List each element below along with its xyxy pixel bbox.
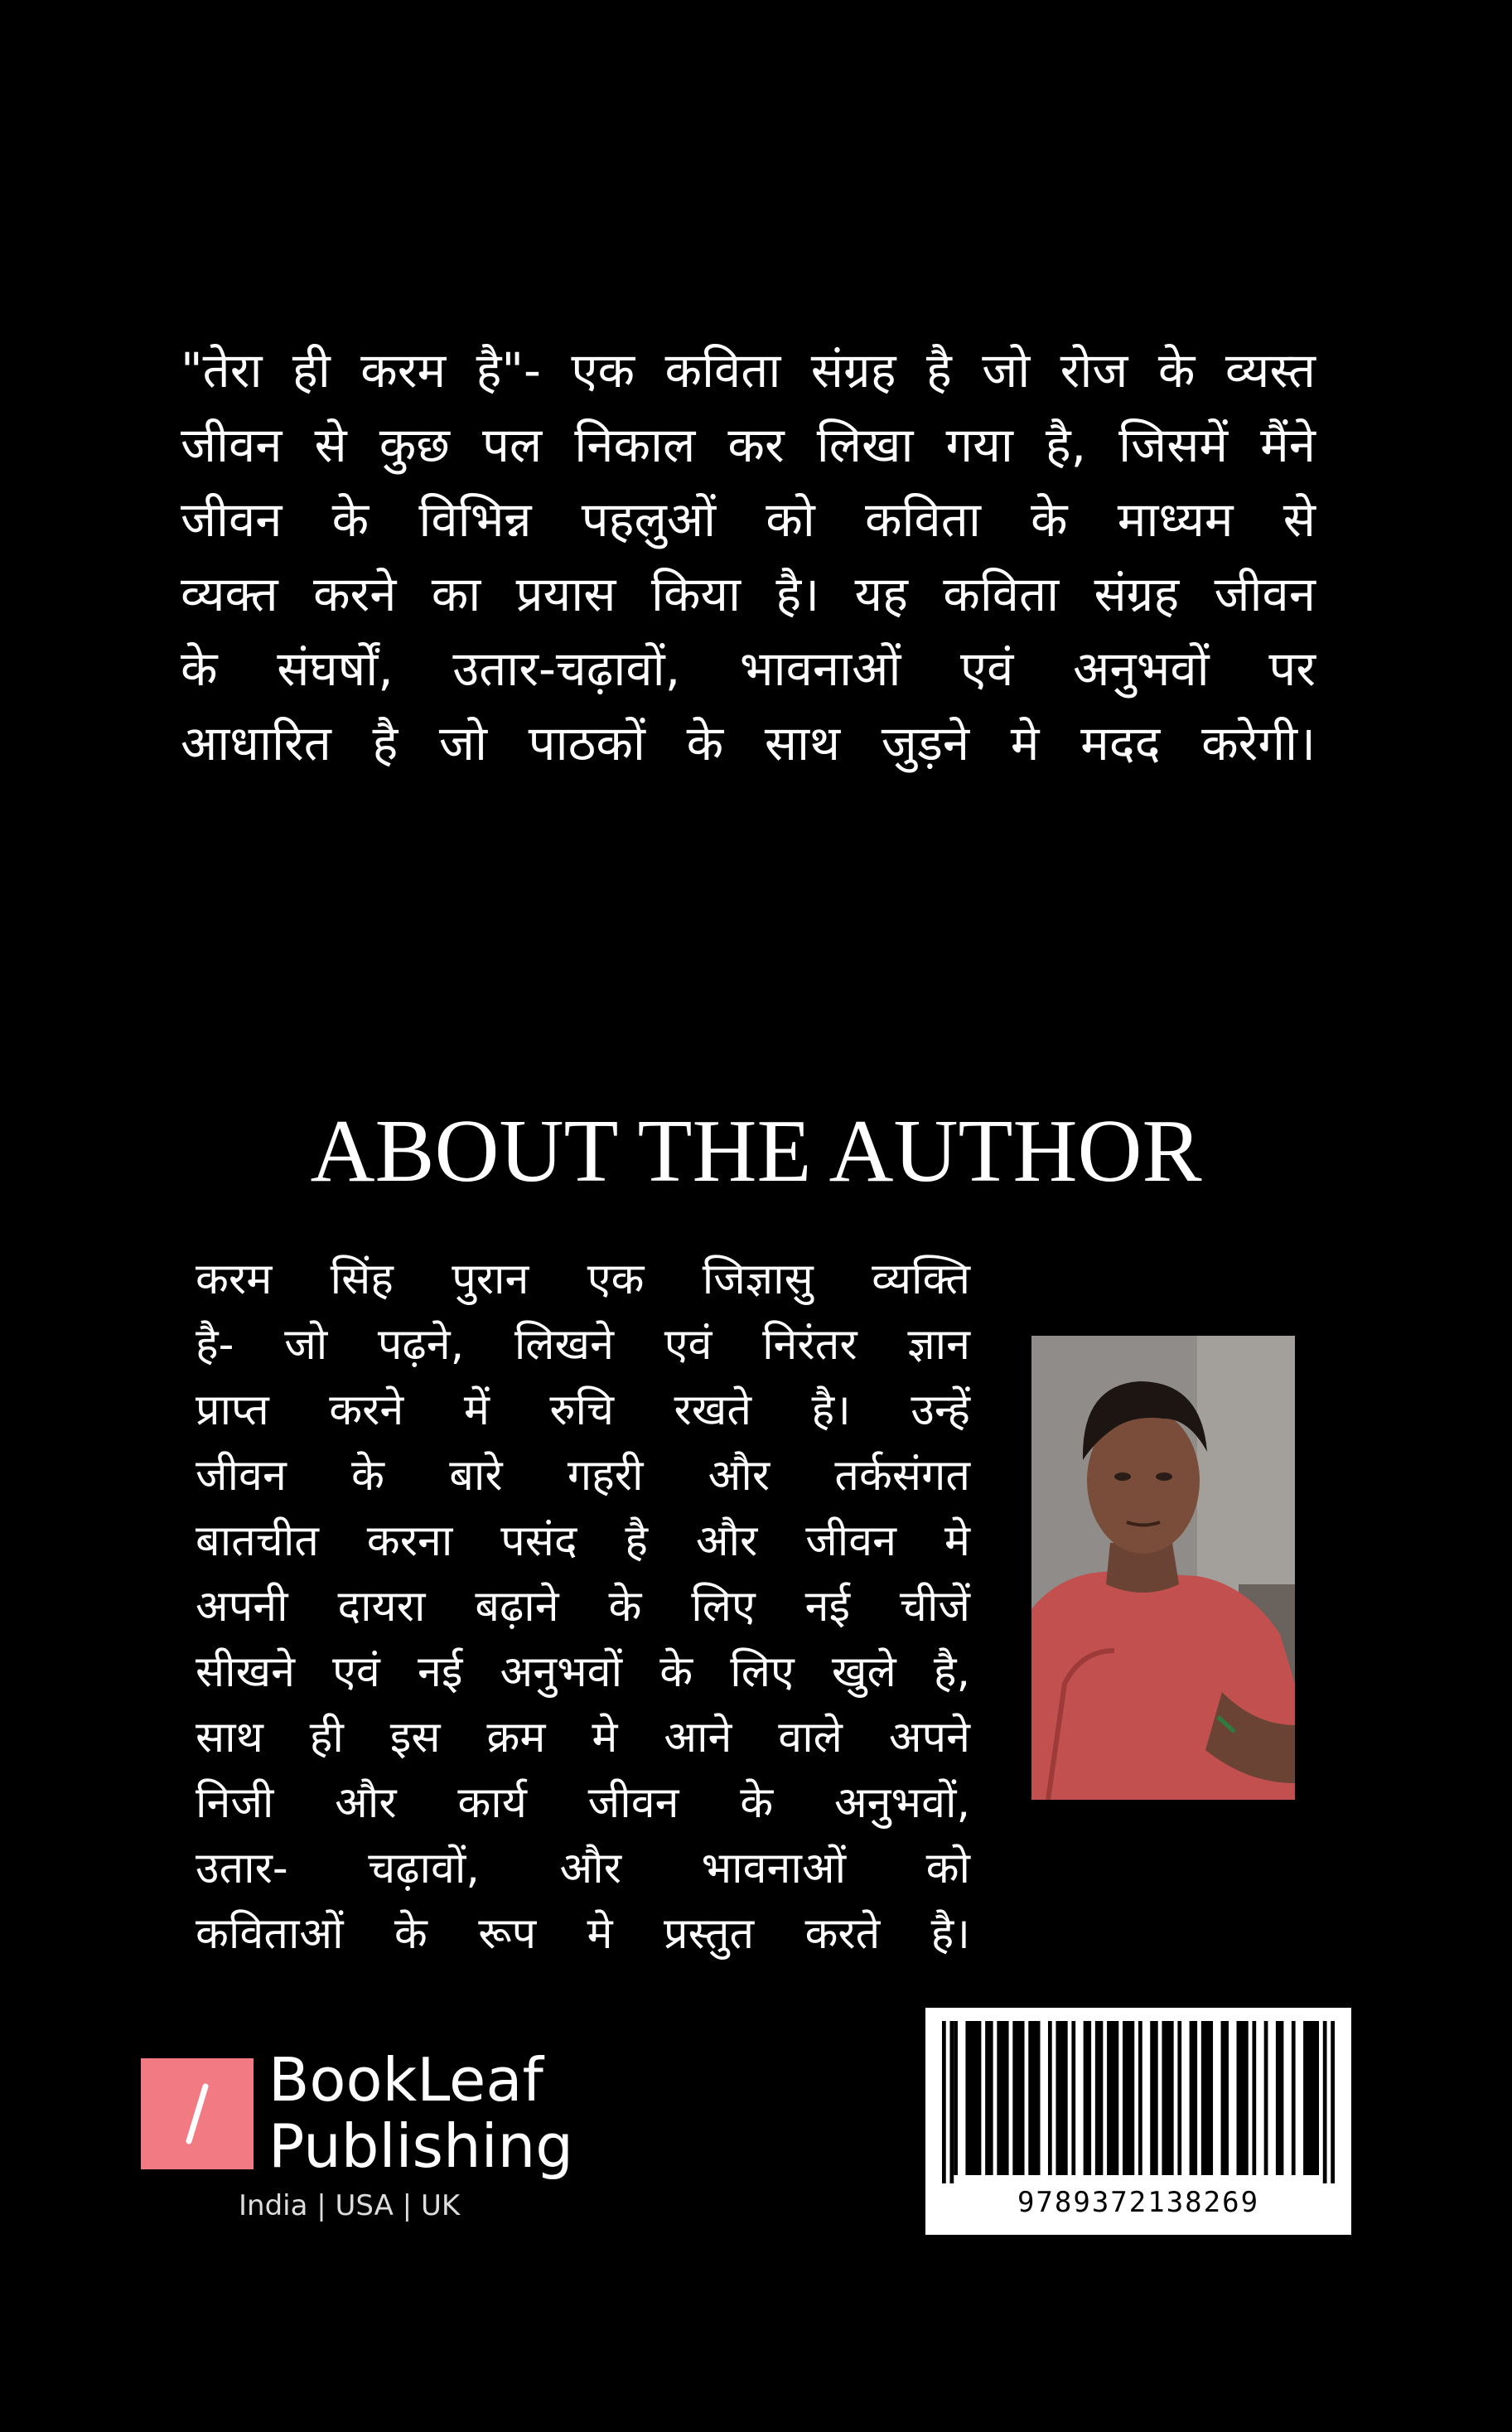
bio-line: उतार- चढ़ावों, और भावनाओं को	[196, 1844, 970, 1893]
isbn-barcode	[925, 2008, 1351, 2235]
barcode-bar	[1123, 2021, 1134, 2175]
barcode-bar	[1056, 2021, 1067, 2175]
barcode-bar	[954, 2021, 958, 2175]
barcode-bar	[997, 2021, 1008, 2175]
barcode-bar	[965, 2021, 981, 2175]
barcode-bar	[1237, 2021, 1249, 2175]
barcode-bar	[1221, 2021, 1229, 2175]
barcode-bar	[1071, 2021, 1075, 2175]
barcode-bar	[1292, 2021, 1296, 2175]
bio-line: साथ ही इस क्रम मे आने वाले अपने	[196, 1713, 970, 1762]
barcode-bars	[942, 2021, 1335, 2183]
bio-line: जीवन के बारे गहरी और तर्कसंगत	[196, 1451, 970, 1501]
barcode-bar	[1177, 2021, 1181, 2175]
barcode-bar	[1048, 2021, 1052, 2175]
bio-line: करम सिंह पुरान एक जिज्ञासु व्यक्ति	[196, 1255, 970, 1304]
barcode-bar	[1162, 2021, 1173, 2175]
bio-line: प्राप्त करने में रुचि रखते है। उन्हें	[196, 1385, 970, 1435]
book-blurb	[181, 333, 1316, 781]
barcode-bar	[1084, 2021, 1091, 2175]
bio-line: निजी और कार्य जीवन के अनुभवों,	[196, 1778, 970, 1828]
publisher-name-line2: Publishing	[268, 2111, 573, 2181]
barcode-bar	[1138, 2021, 1142, 2175]
barcode-bar	[1150, 2021, 1157, 2175]
blurb-line: जीवन के विभिन्न पहलुओं को कविता के माध्यम से	[181, 491, 1316, 548]
barcode-bar	[1190, 2021, 1197, 2175]
blurb-line: के संघर्षों, उतार-चढ़ावों, भावनाओं एवं अनुभवों पर	[181, 641, 1316, 697]
barcode-bar	[1107, 2021, 1118, 2175]
barcode-bar	[1276, 2021, 1283, 2175]
publisher-regions: India | USA | UK	[239, 2189, 461, 2222]
bio-line: अपनी दायरा बढ़ाने के लिए नई चीजें	[196, 1582, 970, 1632]
isbn-number: 9789372138269	[1017, 2186, 1260, 2219]
barcode-bar	[949, 2021, 954, 2183]
barcode-bar	[1028, 2021, 1040, 2175]
bio-line: सीखने एवं नई अनुभवों के लिए खुले है,	[196, 1647, 970, 1697]
slash-icon	[141, 2058, 254, 2169]
author-photo	[1031, 1336, 1295, 1800]
author-bio	[196, 1247, 970, 1967]
barcode-bar	[1323, 2021, 1327, 2183]
barcode-bar	[1331, 2021, 1335, 2183]
publisher-name	[268, 2047, 573, 2179]
bio-line: कविताओं के रूप मे प्रस्तुत करते है।	[196, 1909, 970, 1959]
barcode-bar	[1303, 2021, 1319, 2175]
barcode-bar	[942, 2021, 946, 2183]
blurb-line: आधारित है जो पाठकों के साथ जुड़ने मे मदद करेगी।	[181, 715, 1316, 771]
bio-line: बातचीत करना पसंद है और जीवन मे	[196, 1516, 970, 1566]
barcode-bar	[1201, 2021, 1213, 2175]
about-author-heading: ABOUT THE AUTHOR	[310, 1102, 1202, 1201]
barcode-bar	[1095, 2021, 1103, 2175]
blurb-line: "तेरा ही करम है"- एक कविता संग्रह है जो रोज के व्यस्त	[181, 342, 1316, 399]
barcode-bar	[985, 2021, 993, 2175]
barcode-bar	[1012, 2021, 1024, 2175]
blurb-line: जीवन से कुछ पल निकाल कर लिखा गया है, जिसमें मैंने	[181, 417, 1316, 473]
blurb-line: व्यक्त करने का प्रयास किया है। यह कविता संग्रह जीवन	[181, 566, 1316, 622]
publisher-name-line1: BookLeaf	[268, 2045, 543, 2115]
bio-line: है- जो पढ़ने, लिखने एवं निरंतर ज्ञान	[196, 1320, 970, 1370]
barcode-bar	[1252, 2021, 1256, 2175]
publisher-logo	[141, 2058, 254, 2169]
barcode-bar	[1264, 2021, 1268, 2175]
